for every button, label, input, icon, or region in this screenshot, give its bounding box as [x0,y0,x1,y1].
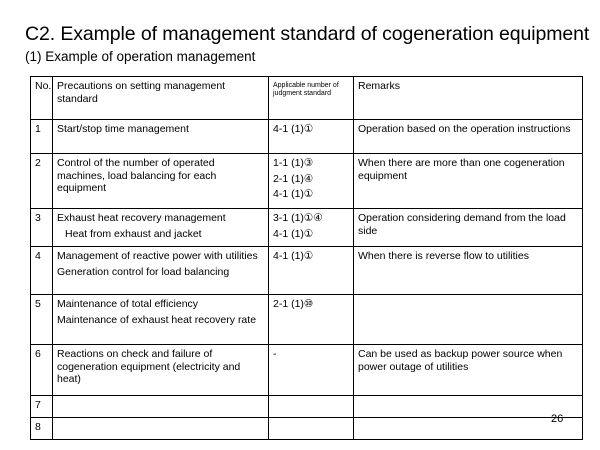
remarks-cell [354,418,583,440]
table-row [31,247,583,295]
management-standard-table [30,76,583,440]
page-number: 26 [551,413,564,425]
remarks-cell [354,120,583,154]
standard-ref: 4-1 (1)① [273,227,314,240]
remarks-cell [354,345,583,396]
precaution-cell [53,295,269,345]
slide-title: C2. Example of management standard of cogeneration equipment [25,23,590,45]
row-number: 2 [31,154,53,209]
standard-cell [269,345,354,396]
standard-cell [269,295,354,345]
precaution-text: Maintenance of total efficiency [57,298,199,310]
remarks-text: When there is reverse flow to utilities [358,250,529,262]
table-row [31,154,583,209]
table-row [31,345,583,396]
standard-cell [269,396,354,418]
precaution-cell [53,418,269,440]
row-number: 4 [31,247,53,295]
standard-ref: 2-1 (1)④ [273,172,314,185]
precaution-cell [53,120,269,154]
remarks-cell [354,247,583,295]
standard-ref: - [273,348,277,360]
standard-ref: 1-1 (1)③ [273,157,314,169]
header-no: No. [31,77,53,120]
table-row [31,209,583,247]
remarks-cell [354,295,583,345]
remarks-text: When there are more than one cogeneration equipment [358,157,565,182]
standard-cell [269,247,354,295]
header-row [31,77,583,120]
table-row [31,120,583,154]
header-remarks: Remarks [354,77,583,120]
precaution-cell [53,247,269,295]
remarks-text: Operation based on the operation instructions [358,123,571,135]
header-standard: Applicable number of judgment standard [269,77,354,120]
row-number: 8 [31,418,53,440]
header-precautions: Precautions on setting management standard [53,77,269,120]
row-number: 5 [31,295,53,345]
precaution-text: Start/stop time management [57,123,189,135]
precaution-text: Control of the number of operated machines, load balancing for each equipment [57,157,217,195]
precaution-text: Management of reactive power with utilities [57,250,258,262]
precaution-text: Maintenance of exhaust heat recovery rate [57,313,257,326]
remarks-cell [354,209,583,247]
standard-cell [269,418,354,440]
precaution-cell [53,209,269,247]
row-number: 6 [31,345,53,396]
standard-ref: 4-1 (1)① [273,250,314,262]
standard-cell [269,120,354,154]
row-number: 7 [31,396,53,418]
remarks-cell [354,396,583,418]
precaution-text: Reactions on check and failure of cogeneration equipment (electricity and heat) [57,348,241,386]
precaution-text: Exhaust heat recovery management [57,212,226,224]
standard-cell [269,154,354,209]
standard-ref: 2-1 (1)⑩ [273,298,314,310]
row-number: 3 [31,209,53,247]
standard-ref: 4-1 (1)① [273,188,314,201]
precaution-cell [53,154,269,209]
table-row [31,418,583,440]
table-row [31,295,583,345]
remarks-text: Can be used as backup power source when power outage of utilities [358,348,563,373]
row-number: 1 [31,120,53,154]
remarks-text: Operation considering demand from the load side [358,212,566,237]
precaution-text: Generation control for load balancing [57,265,230,278]
precaution-cell [53,345,269,396]
precaution-cell [53,396,269,418]
remarks-cell [354,154,583,209]
slide-subtitle: (1) Example of operation management [25,49,256,64]
precaution-text: Heat from exhaust and jacket [65,227,202,240]
standard-ref: 4-1 (1)① [273,123,314,135]
standard-ref: 3-1 (1)①④ [273,212,323,224]
table-row [31,396,583,418]
standard-cell [269,209,354,247]
